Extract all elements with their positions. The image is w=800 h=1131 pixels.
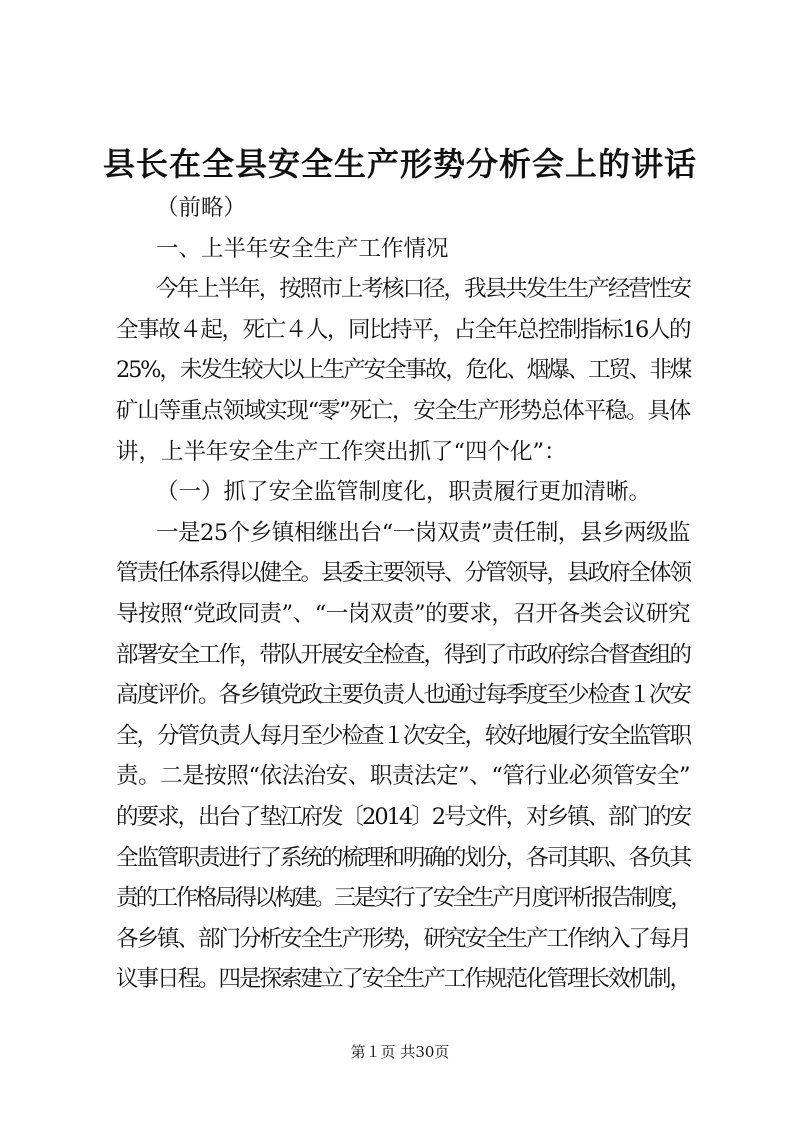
paragraph-line: 责的工作格局得以构建。三是实行了安全生产月度评析报告制度，	[116, 885, 690, 912]
preamble-note: （前略）	[156, 195, 247, 221]
paragraph-line: 议事日程。四是探索建立了安全生产工作规范化管理长效机制，	[116, 966, 691, 993]
paragraph-line: 全，分管负责人每月至少检查１次安全，较好地履行安全监管职	[116, 722, 691, 749]
paragraph-line: 管责任体系得以健全。县委主要领导、分管领导，县政府全体领	[116, 560, 691, 587]
paragraph-line: 导按照“党政同责”、“一岗双责”的要求，召开各类会议研究	[116, 600, 690, 627]
paragraph-line: 全监管职责进行了系统的梳理和明确的划分，各司其职、各负其	[116, 844, 691, 871]
paragraph-line: 部署安全工作，带队开展安全检查，得到了市政府综合督查组的	[116, 641, 691, 668]
page-number-footer: 第１页 共30页	[350, 1043, 450, 1061]
paragraph-line: 的要求，出台了垫江府发〔2014〕2号文件，对乡镇、部门的安	[116, 803, 691, 830]
paragraph-line: 讲，上半年安全生产工作突出抓了“四个化”：	[116, 438, 567, 465]
document-title: 县长在全县安全生产形势分析会上的讲话	[102, 145, 697, 183]
paragraph-line: 25%，未发生较大以上生产安全事故，危化、烟爆、工贸、非煤	[116, 357, 690, 384]
document-body	[116, 188, 690, 1000]
paragraph-line: 一是25个乡镇相继出台“一岗双责”责任制，县乡两级监	[156, 519, 690, 546]
paragraph-line: 各乡镇、部门分析安全生产形势，研究安全生产工作纳入了每月	[116, 925, 691, 952]
paragraph-line: 全事故４起，死亡４人，同比持平，占全年总控制指标16人的	[116, 316, 690, 343]
section-heading: 一、上半年安全生产工作情况	[156, 235, 449, 262]
paragraph-line: 高度评价。各乡镇党政主要负责人也通过每季度至少检查１次安	[116, 682, 691, 709]
paragraph-line: 矿山等重点领域实现“零”死亡，安全生产形势总体平稳。具体	[116, 397, 690, 424]
subsection-heading: （一）抓了安全监管制度化，职责履行更加清晰。	[156, 479, 652, 506]
paragraph-line: 责。二是按照“依法治安、职责法定”、“管行业必须管安全”	[116, 763, 690, 790]
paragraph-line: 今年上半年，按照市上考核口径，我县共发生生产经营性安	[156, 276, 690, 303]
